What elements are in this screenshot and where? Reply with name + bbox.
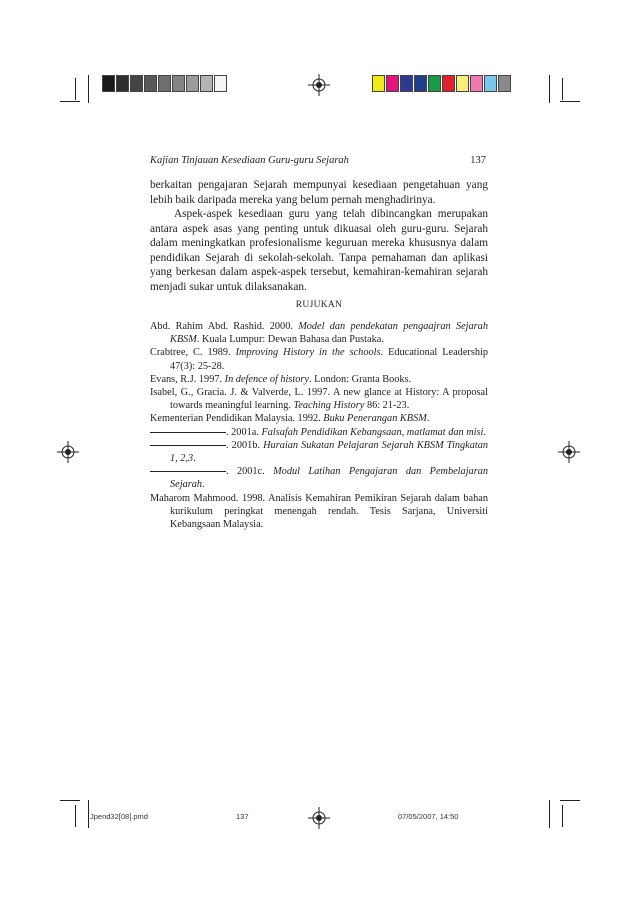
- ref-title: Teaching History: [293, 400, 365, 412]
- color-swatch: [144, 75, 157, 92]
- ref-title: Modul Latihan Pengajaran dan Pembelajaran Sejarah: [170, 466, 489, 491]
- author-rule: [150, 445, 226, 446]
- crop-mark: [549, 800, 550, 828]
- color-swatch: [456, 75, 469, 92]
- color-swatch: [214, 75, 227, 92]
- author-rule: [150, 432, 226, 433]
- ref-title: Buku Penerangan KBSM: [323, 413, 427, 425]
- ref-text: Evans, R.J. 1997.: [150, 373, 225, 385]
- crop-mark: [562, 78, 563, 100]
- footer-page: 137: [236, 812, 249, 821]
- color-swatch: [116, 75, 129, 92]
- ref-title: Model dan pendekatan pengaajran Sejarah KBSM: [170, 321, 488, 346]
- ref-text: . 2001a.: [226, 426, 262, 438]
- ref-text: Abd. Rahim Abd. Rashid. 2000.: [150, 321, 299, 332]
- reference-item: [150, 386, 488, 412]
- ref-text: . Kuala Lumpur: Dewan Bahasa dan Pustaka.: [196, 334, 384, 346]
- reference-item: [150, 492, 488, 532]
- color-swatch: [498, 75, 511, 92]
- color-swatch: [186, 75, 199, 92]
- crop-mark: [88, 800, 89, 828]
- color-swatch: [130, 75, 143, 92]
- crop-mark: [75, 78, 76, 100]
- ref-text: .: [202, 479, 205, 491]
- ref-title: Huraian Sukatan Pelajaran Sejarah KBSM Tingkatan 1, 2,3: [170, 439, 488, 465]
- reference-item: [150, 426, 488, 439]
- color-swatch: [158, 75, 171, 92]
- ref-text: Maharom Mahmood. 1998. Analisis Kemahiran Pemikiran Sejarah dalam bahan kurikulum peringkat menengah rendah. Tesis Sarjana, Universiti Kebangsaan Malaysia.: [150, 492, 488, 531]
- color-swatch: [414, 75, 427, 92]
- ref-text: Crabtree, C. 1989.: [150, 347, 236, 359]
- color-swatch: [102, 75, 115, 92]
- reference-item: [150, 346, 488, 372]
- reference-item: [150, 373, 488, 386]
- registration-mark-icon: [558, 441, 580, 463]
- reference-item: [150, 439, 488, 465]
- author-rule: [150, 471, 226, 472]
- footer-timestamp: 07/05/2007, 14:50: [398, 812, 459, 821]
- color-swatch: [470, 75, 483, 92]
- section-heading: RUJUKAN: [295, 300, 343, 310]
- paragraph: Aspek-aspek kesediaan guru yang telah dibincangkan merupakan antara aspek asas yang penting untuk dikuasai oleh guru-guru. Sejarah dalam meningkatkan profesionalisme keguruan mereka khususnya dalam pendidikan Sejarah di sekolah-sekolah. Tanpa pemahaman dan aplikasi yang berkesan dalam aspek-aspek tersebut, kemahiran-kemahiran sejarah menjadi sukar untuk dilaksanakan.: [150, 208, 488, 293]
- color-swatch: [442, 75, 455, 92]
- ref-text: Isabel, G., Gracia. J. & Valverde, L. 1997. A new glance at History: A proposal towards meaningful learning.: [150, 387, 488, 412]
- ref-text: Kementerian Pendidikan Malaysia. 1992.: [150, 413, 324, 425]
- ref-text: . 2001c.: [226, 466, 274, 478]
- grayscale-color-bar: [102, 75, 228, 92]
- paragraph: berkaitan pengajaran Sejarah mempunyai kesediaan pengetahuan yang lebih baik daripada mereka yang belum pernah menghadirinya.: [150, 179, 488, 206]
- ref-title: Improving History in the schools: [235, 347, 381, 359]
- crop-mark: [562, 805, 563, 827]
- color-swatch: [172, 75, 185, 92]
- reference-item: [150, 412, 488, 425]
- crop-mark: [549, 75, 550, 103]
- page-number: 137: [470, 155, 486, 166]
- crop-mark: [60, 800, 80, 801]
- reference-item: [150, 465, 488, 491]
- registration-mark-icon: [308, 74, 330, 96]
- registration-mark-icon: [308, 807, 330, 829]
- crop-mark: [75, 805, 76, 827]
- ref-title: Falsafah Pendidikan Kebangsaan, matlamat dan misi: [261, 426, 484, 438]
- ref-text: 86: 21-23.: [364, 400, 410, 412]
- registration-mark-icon: [57, 441, 79, 463]
- crop-mark: [560, 101, 580, 102]
- ref-text: .: [483, 426, 486, 438]
- color-swatch: [484, 75, 497, 92]
- ref-text: . 2001b.: [226, 439, 264, 451]
- color-swatch: [372, 75, 385, 92]
- ref-text: .: [193, 453, 196, 465]
- crop-mark: [88, 75, 89, 103]
- process-color-bar: [372, 75, 512, 92]
- reference-item: [150, 320, 488, 346]
- ref-text: . London: Granta Books.: [309, 373, 412, 385]
- crop-mark: [560, 800, 580, 801]
- ref-title: In defence of history: [224, 373, 310, 385]
- color-swatch: [428, 75, 441, 92]
- footer-file-name: Jpend32[08].pmd: [90, 812, 148, 821]
- running-head-title: Kajian Tinjauan Kesediaan Guru-guru Sejarah: [150, 155, 349, 166]
- color-swatch: [200, 75, 213, 92]
- crop-mark: [60, 101, 80, 102]
- ref-text: . Educational Leadership 47(3): 25-28.: [170, 347, 488, 372]
- color-swatch: [400, 75, 413, 92]
- body-text: [150, 178, 488, 294]
- reference-list: [150, 320, 488, 531]
- color-swatch: [386, 75, 399, 92]
- ref-text: .: [426, 413, 430, 425]
- running-head: [150, 155, 486, 166]
